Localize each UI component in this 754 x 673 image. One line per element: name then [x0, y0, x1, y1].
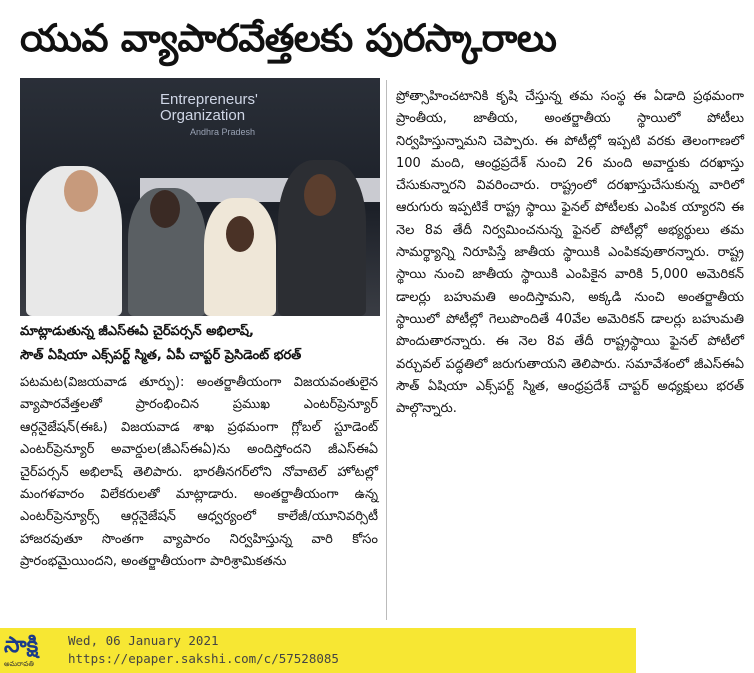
person-head	[64, 170, 98, 212]
photo-caption	[20, 320, 380, 368]
person-head	[150, 190, 180, 228]
caption-line2: సౌత్ ఏషియా ఎక్స్‌పర్ట్ స్మిత, ఏపీ చాప్టర్ ప్రెసిడెంట్ భరత్	[20, 348, 302, 363]
column-divider	[386, 80, 387, 620]
article-text-left: పటమట(విజయవాడ తూర్పు): అంతర్జాతీయంగా విజయవంతులైన వ్యాపారవేత్తలతో ప్రారంభించిన ప్రముఖ ఎంటర్‌ప్రెన్యూర్ ఆర్గనైజేషన్(ఈఓ) విజయవాడ శాఖ ప్రథమంగా గ్లోబల్ స్టూడెంట్ ఎంటర్‌ప్రెన్యూర్ అవార్డుల(జీఎస్ఈఏ)ను అందిస్తోందని జీఎస్ఈఏ చైర్‌పర్సన్ అభిలాష్ తెలిపారు. భారతీనగర్‌లోని నోవాటెల్ హోటల్లో మంగళవారం విలేకరులతో మాట్లాడారు. అంతర్జాతీయంగా ఉన్న ఎంటర్‌ప్రెన్యూర్స్ ఆర్గనైజేషన్ ఆధ్వర్యంలో కాలేజీ/యూనివర్సిటీ హాజరవుతూ సొంతగా వ్యాపారం నిర్వహిస్తున్న వారి కోసం ప్రారంభమైయిందని, అంతర్జాతీయంగా పారిశ్రామికతను	[20, 375, 378, 570]
logo-text: సాక్షి	[4, 633, 39, 658]
article-text-right: ప్రోత్సాహించటానికి కృషి చేస్తున్న తమ సంస్థ ఈ ఏడాది ప్రథమంగా ప్రాంతీయ, జాతీయ, అంతర్జాతీయ స్థాయిలో పోటీలు నిర్వహిస్తున్నామని చెప్పారు. ఈ పోటీల్లో ఇప్పటి వరకు తెలంగాణలో 100 మంది, ఆంధ్రప్రదేశ్ నుంచి 26 మంది అవార్డుకు దరఖాస్తు చేసుకున్నారని వివరించారు. రాష్ట్రంలో దరఖాస్తుచేసుకున్న వారిలో ఆరుగురు ఇప్పటికే రాష్ట్ర స్థాయి ఫైనల్ పోటీలకు ఎంపిక య్యారని ఈ నెల 8వ తేదీ నిర్వమించనున్న ఫైనల్ పోటీల్లో అభ్యర్థులు తమ సామర్థ్యాన్ని నిరూపిస్తే జాతీయ స్థాయికి ఎంపికవుతారన్నారు. రాష్ట్ర స్థాయి నుంచి జాతీయ స్థాయికి ఎంపికైన వారికి 5,000 అమెరికన్ డాలర్లు బహుమతి అందిస్తామని, అక్కడి నుంచి అంతర్జాతీయ స్థాయిలో పోటీల్లో గెలుపొందితే 40వేల అమెరికన్ డాలర్లు బహుమతి పొందుతారన్నారు. ఈ నెల 8వ తేదీ రాష్ట్రస్థాయి ఫైనల్ పోటీలో వర్చువల్ పద్ధతిలో జరుగుతాయని తెలిపారు. సమావేశంలో జీఎస్ఈఏ సౌత్ ఏషియా ఎక్స్‌పర్ట్ స్మిత, ఆంధ్రప్రదేశ్ చాప్టర్ అధ్యక్షులు భరత్ పాల్గొన్నారు.	[396, 89, 744, 417]
sakshi-logo[interactable]	[4, 632, 62, 668]
banner-line3: Andhra Pradesh	[190, 127, 256, 137]
footer-info	[68, 632, 339, 668]
article-photo	[20, 78, 380, 316]
person-head	[226, 216, 254, 252]
banner-line2: Organization	[160, 107, 246, 124]
epaper-footer	[0, 628, 636, 673]
person-head	[304, 174, 336, 216]
caption-line1: మాట్లాడుతున్న జీఎస్ఈఏ చైర్‌పర్సన్ అభిలాష్,	[20, 324, 254, 339]
logo-subtext: అమరావతి	[4, 660, 34, 668]
article-column-right	[396, 86, 744, 420]
photo-banner	[160, 92, 258, 140]
epaper-link[interactable]: https://epaper.sakshi.com/c/57528085	[68, 651, 339, 666]
banner-line1: Entrepreneurs'	[160, 91, 258, 108]
publish-date: Wed, 06 January 2021	[68, 633, 219, 648]
headline: యువ వ్యాపారవేత్తలకు పురస్కారాలు	[20, 16, 557, 60]
article-column-left	[20, 372, 378, 574]
